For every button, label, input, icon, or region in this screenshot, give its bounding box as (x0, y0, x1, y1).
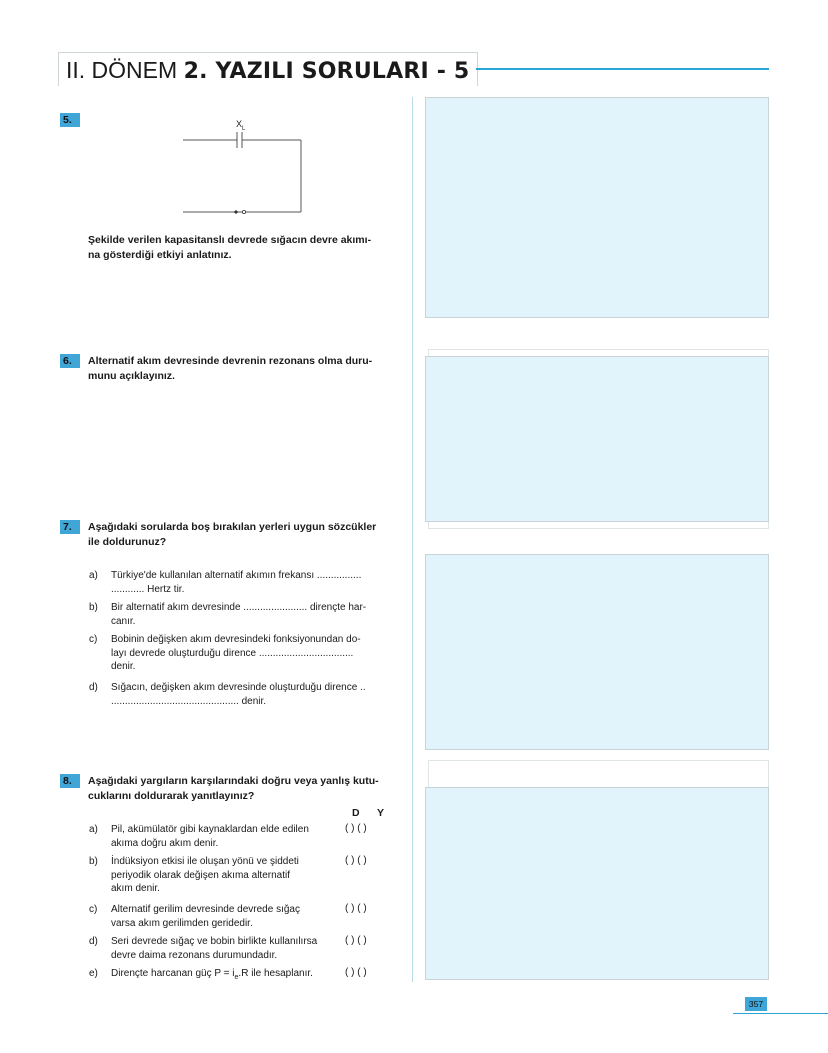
answer-box-8[interactable] (425, 787, 769, 980)
question-text-5: Şekilde verilen kapasitanslı devrede sığacın devre akımı- na gösterdiği etkiyi anlatınız. (88, 234, 372, 261)
question-number-8: 8. (60, 774, 80, 788)
page-number: 357 (745, 997, 767, 1011)
true-false-checkbox[interactable]: ( ) ( ) (345, 903, 367, 914)
page-title: 2. YAZILI SORULARI - 5 (183, 59, 470, 84)
true-false-checkbox[interactable]: ( ) ( ) (345, 855, 367, 866)
list-item: a) Türkiye'de kullanılan alternatif akımın frekansı ................ ............ Hertz tir. (89, 570, 362, 595)
question-text-7: Aşağıdaki sorularda boş bırakılan yerleri uygun sözcükler ile doldurunuz? (88, 521, 377, 548)
header-rule (476, 68, 769, 70)
question-number-6: 6. (60, 354, 80, 368)
list-item: d) Seri devrede sığaç ve bobin birlikte kullanılırsa devre daima rezonans durumundadır. (89, 936, 318, 961)
answer-box-6[interactable] (425, 356, 769, 522)
answer-box-7[interactable] (425, 554, 769, 750)
period-label: II. DÖNEM (66, 57, 178, 83)
list-item: b) Bir alternatif akım devresinde ....................... dirençte har- canır. (89, 602, 367, 627)
list-item: c) Bobinin değişken akım devresindeki fonksiyonundan do- layı devrede oluşturduğu dirence .................................. denir. (89, 634, 361, 672)
question-number-7: 7. (60, 520, 80, 534)
list-item: a) Pil, akümülatör gibi kaynaklardan elde edilen akıma doğru akım denir. (89, 824, 309, 849)
answer-box-8-frame (428, 760, 769, 790)
column-d-header: D (352, 807, 360, 819)
column-y-header: Y (377, 807, 385, 819)
question-text-8: Aşağıdaki yargıların karşılarındaki doğru veya yanlış kutu- cuklarını doldurarak yanıtlayınız? (88, 775, 379, 802)
footer-rule (733, 1013, 828, 1014)
capacitor-label: $X_L$ (236, 119, 246, 132)
question-text-6: Alternatif akım devresinde devrenin rezonans olma duru- munu açıklayınız. (88, 355, 373, 382)
true-false-checkbox[interactable]: ( ) ( ) (345, 935, 367, 946)
true-false-checkbox[interactable]: ( ) ( ) (345, 823, 367, 834)
list-item: d) Sığacın, değişken akım devresinde oluşturduğu dirence .. .............................................. denir. (89, 682, 366, 707)
answer-box-5[interactable] (425, 97, 769, 318)
question-number-5: 5. (60, 113, 80, 127)
list-item: e) Dirençte harcanan güç $P = i_e.R$ ile hesaplanır. (89, 968, 313, 981)
list-item: b) İndüksiyon etkisi ile oluşan yönü ve şiddeti periyodik olarak değişen akıma alternatif akım denir. (89, 856, 299, 894)
list-item: c) Alternatif gerilim devresinde devrede sığaç varsa akım gerilimden geridedir. (89, 904, 300, 929)
terminal-left-icon (234, 210, 237, 213)
circuit-diagram (175, 116, 310, 220)
terminal-right-icon (242, 210, 245, 213)
page-header (66, 56, 469, 86)
true-false-checkbox[interactable]: ( ) ( ) (345, 967, 367, 978)
column-divider (412, 97, 413, 982)
